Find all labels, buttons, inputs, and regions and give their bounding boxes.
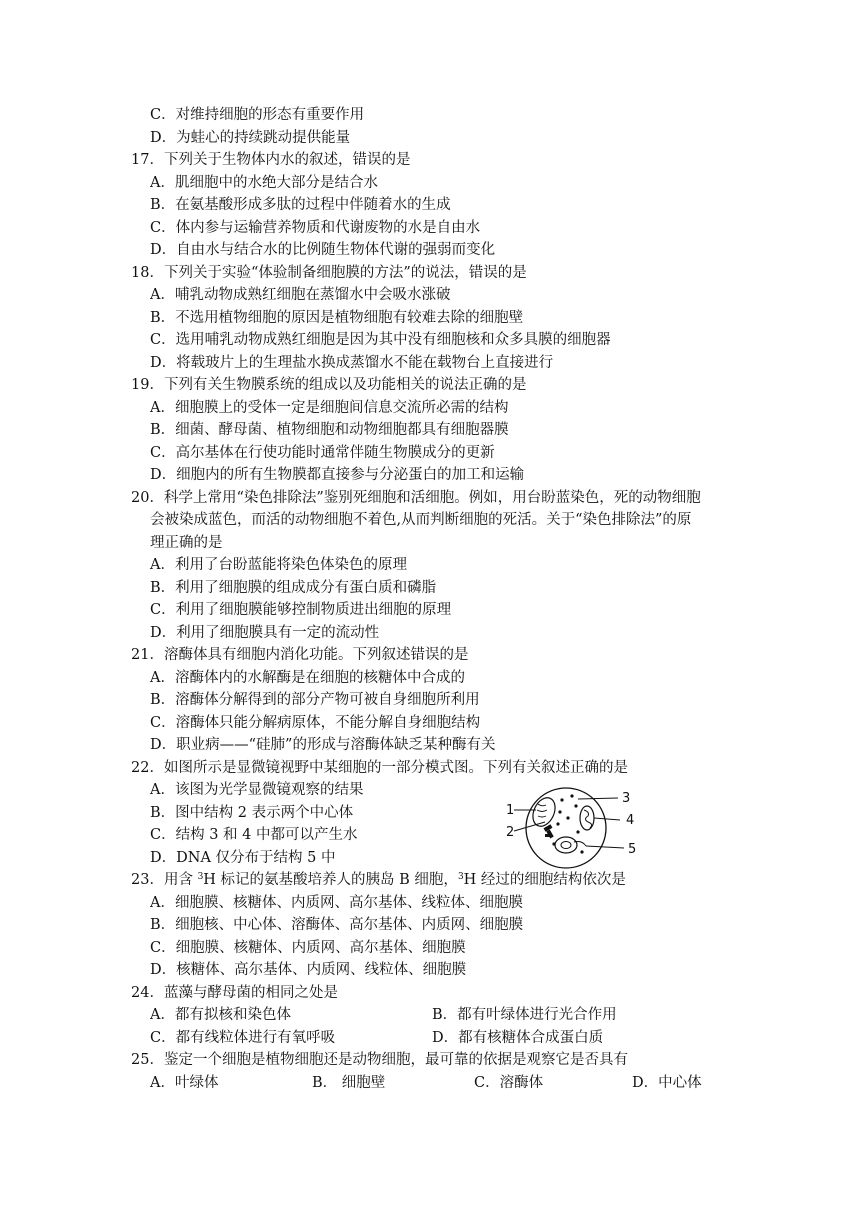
q25-option-d: D．中心体 — [632, 1075, 702, 1091]
figure-label-5: 5 — [628, 842, 637, 857]
ribosome-dots — [552, 794, 583, 853]
q23-option-b: B．细胞核、中心体、溶酶体、高尔基体、内质网、细胞膜 — [150, 917, 524, 933]
q21-option-d: D．职业病——“硅肺”的形成与溶酶体缺乏某种酶有关 — [150, 737, 496, 753]
q18-option-c: C．选用哺乳动物成熟红细胞是因为其中没有细胞核和众多具膜的细胞器 — [150, 332, 611, 348]
q19-option-a: A．细胞膜上的受体一定是细胞间信息交流所必需的结构 — [150, 400, 509, 416]
q22-option-c: C．结构 3 和 4 中都可以产生水 — [150, 827, 358, 843]
q20-stem-line2: 会被染成蓝色，而活的动物细胞不着色,从而判断细胞的死活。关于“染色排除法”的原 — [150, 512, 692, 528]
q23-stem-mid: H 标记的氨基酸培养人的胰岛 B 细胞， — [203, 872, 458, 888]
q17-option-a: A．肌细胞中的水绝大部分是结合水 — [150, 175, 378, 191]
q25-option-c: C．溶酶体 — [474, 1075, 544, 1091]
q22-stem: 22．如图所示是显微镜视野中某细胞的一部分模式图。下列有关叙述正确的是 — [131, 760, 628, 776]
figure-label-2: 2 — [506, 825, 515, 840]
q23-option-c: C．细胞膜、核糖体、内质网、高尔基体、细胞膜 — [150, 940, 466, 956]
figure-label-4: 4 — [626, 813, 635, 828]
q17-option-d: D．自由水与结合水的比例随生物体代谢的强弱而变化 — [150, 242, 496, 258]
q18-option-b: B．不选用植物细胞的原因是植物细胞有较难去除的细胞壁 — [150, 310, 524, 326]
structure-4-organelle — [580, 806, 594, 830]
q23-sup-2: 3 — [457, 872, 464, 882]
q20-option-a: A．利用了台盼蓝能将染色体染色的原理 — [150, 557, 407, 573]
q19-stem: 19．下列有关生物膜系统的组成以及功能相关的说法正确的是 — [131, 377, 527, 393]
q17-stem: 17．下列关于生物体内水的叙述，错误的是 — [131, 152, 411, 168]
cell-membrane — [526, 788, 606, 868]
q21-option-c: C．溶酶体只能分解病原体，不能分解自身细胞结构 — [150, 715, 481, 731]
figure-label-1: 1 — [506, 803, 515, 818]
q18-option-d: D．将载玻片上的生理盐水换成蒸馏水不能在载物台上直接进行 — [150, 355, 554, 371]
q20-stem-line1: 20．科学上常用“染色排除法”鉴别死细胞和活细胞。例如，用台盼蓝染色，死的动物细胞 — [131, 490, 701, 506]
q23-stem — [131, 869, 626, 891]
q24-option-b: B．都有叶绿体进行光合作用 — [432, 1007, 617, 1023]
q23-option-d: D．核糖体、高尔基体、内质网、线粒体、细胞膜 — [150, 962, 467, 978]
q17-option-b: B．在氨基酸形成多肽的过程中伴随着水的生成 — [150, 197, 451, 213]
q23-stem-post: H 经过的细胞结构依次是 — [463, 872, 626, 888]
q22-option-a: A．该图为光学显微镜观察的结果 — [150, 782, 364, 798]
q20-option-d: D．利用了细胞膜具有一定的流动性 — [150, 625, 380, 641]
q20-option-c: C．利用了细胞膜能够控制物质进出细胞的原理 — [150, 602, 452, 618]
q16-option-c: C．对维持细胞的形态有重要作用 — [150, 107, 365, 123]
q24-option-c: C．都有线粒体进行有氧呼吸 — [150, 1030, 336, 1046]
q19-option-c: C．高尔基体在行使功能时通常伴随生物膜成分的更新 — [150, 445, 495, 461]
q25-stem: 25．鉴定一个细胞是植物细胞还是动物细胞，最可靠的依据是观察它是否具有 — [131, 1052, 628, 1068]
q19-option-b: B．细菌、酵母菌、植物细胞和动物细胞都具有细胞器膜 — [150, 422, 509, 438]
q23-option-a: A．细胞膜、核糖体、内质网、高尔基体、线粒体、细胞膜 — [150, 895, 523, 911]
q19-option-d: D．细胞内的所有生物膜都直接参与分泌蛋白的加工和运输 — [150, 467, 525, 483]
q16-option-d: D．为蛙心的持续跳动提供能量 — [150, 130, 351, 146]
q22-option-b: B．图中结构 2 表示两个中心体 — [150, 805, 354, 821]
q23-sup-1: 3 — [197, 872, 204, 882]
q21-stem: 21．溶酶体具有细胞内消化功能。下列叙述错误的是 — [131, 647, 469, 663]
q24-stem: 24．蓝藻与酵母菌的相同之处是 — [131, 985, 338, 1001]
structure-2-centrioles — [544, 824, 554, 838]
q25-option-a: A．叶绿体 — [150, 1075, 219, 1091]
structure-1-organelle — [529, 794, 560, 830]
figure-label-3: 3 — [622, 791, 631, 806]
q20-option-b: B．利用了细胞膜的组成成分有蛋白质和磷脂 — [150, 580, 437, 596]
q24-option-a: A．都有拟核和染色体 — [150, 1007, 291, 1023]
q18-option-a: A．哺乳动物成熟红细胞在蒸馏水中会吸水涨破 — [150, 287, 451, 303]
q21-option-a: A．溶酶体内的水解酶是在细胞的核糖体中合成的 — [150, 670, 465, 686]
q21-option-b: B．溶酶体分解得到的部分产物可被自身细胞所利用 — [150, 692, 480, 708]
q23-stem-pre: 23．用含 — [131, 872, 198, 888]
q17-option-c: C．体内参与运输营养物质和代谢废物的水是自由水 — [150, 220, 481, 236]
q20-stem-line3: 理正确的是 — [150, 535, 223, 551]
cell-diagram — [500, 782, 660, 874]
q22-option-d: D．DNA 仅分布于结构 5 中 — [150, 850, 336, 866]
q18-stem: 18．下列关于实验“体验制备细胞膜的方法”的说法，错误的是 — [131, 265, 527, 281]
q24-option-d: D．都有核糖体合成蛋白质 — [432, 1030, 604, 1046]
q25-option-b: B． 细胞壁 — [312, 1075, 386, 1091]
